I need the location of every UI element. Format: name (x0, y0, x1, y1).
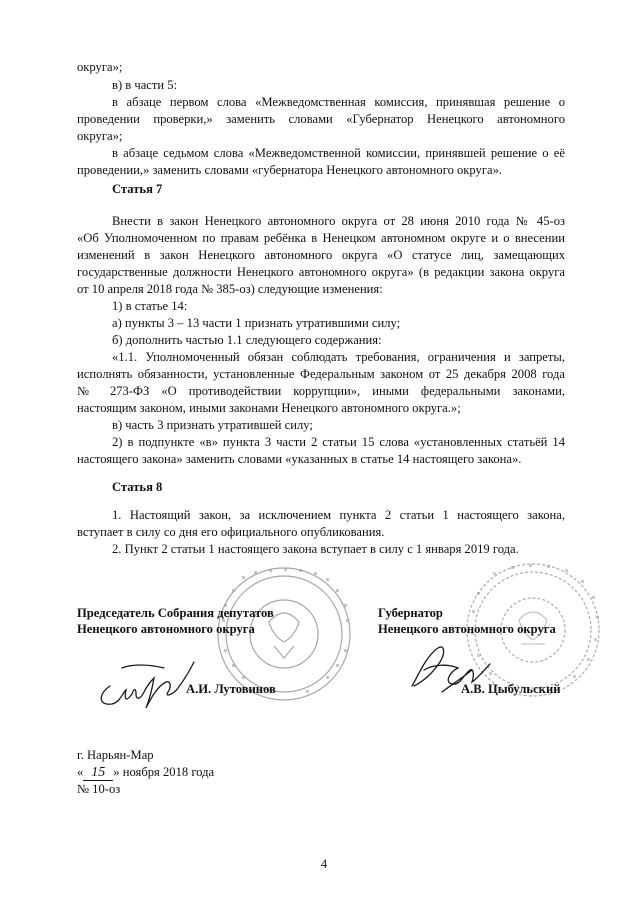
place-of-signing: г. Нарьян-Мар (77, 748, 154, 762)
line-okruga: округа»; (77, 60, 123, 74)
article-8-p2: 2. Пункт 2 статьи 1 настоящего закона вступает в силу с 1 января 2019 года. (112, 542, 519, 556)
left-signatory-title: Председатель Собрания депутатов (77, 606, 274, 620)
item-1c: в) часть 3 признать утратившей силу; (112, 418, 313, 432)
item-v-part5: в) в части 5: (112, 78, 178, 92)
article-8-p1-line: 1. Настоящий закон, за исключением пункта 2 статьи 1 настоящего закона, (112, 508, 565, 522)
item-2-line: 2) в подпункте «в» пункта 3 части 2 статьи 15 слова «установленных статьёй 14 (112, 435, 565, 449)
article-7-intro-line: Внести в закон Ненецкого автономного округа от 28 июня 2010 года № 45-оз (112, 214, 565, 228)
item-1: 1) в статье 14: (112, 299, 188, 313)
article-7-intro-line: «Об Уполномоченном по правам ребёнка в Ненецком автономном округе и о внесении (77, 231, 565, 245)
para-line: проведении,» заменить словами «губернатора Ненецкого автономного округа». (77, 163, 503, 177)
para-line: проведении проверки,» заменить словами «Губернатор Ненецкого автономного (77, 112, 565, 126)
right-signatory-title: Ненецкого автономного округа (378, 622, 556, 636)
item-1b: б) дополнить частью 1.1 следующего содержания: (112, 333, 382, 347)
quote-line: № 273-ФЗ «О противодействии коррупции», иными федеральными законами, (77, 384, 565, 398)
article-8-p1-line: вступает в силу со дня его официального опубликования. (77, 525, 385, 539)
item-2-line: настоящего закона» заменить словами «указанных в статье 14 настоящего закона». (77, 452, 522, 466)
date-open-quote: « (77, 765, 84, 779)
right-signatory-name: А.В. Цыбульский (461, 682, 561, 696)
article-7-heading: Статья 7 (112, 182, 163, 196)
page-number: 4 (320, 857, 328, 871)
article-7-intro-line: государственные должности Ненецкого автономного округа» (в редакции закона округа (77, 265, 565, 279)
quote-line: настоящим законом, иными законами Ненецкого автономного округа.»; (77, 401, 461, 415)
article-7-intro-line: от 10 апреля 2018 года № 385-оз) следующие изменения: (77, 282, 383, 296)
signing-date (77, 765, 277, 781)
quote-line: исполнять обязанности, установленные Федеральным законом от 25 декабря 2008 года (77, 367, 565, 381)
article-7-intro-line: изменений в закон Ненецкого автономного округа «О статусе лиц, замещающих (77, 248, 565, 262)
law-number: № 10-оз (77, 782, 121, 796)
para-line: в абзаце седьмом слова «Межведомственной комиссии, принявшей решение о её (112, 146, 565, 160)
right-signatory-title: Губернатор (378, 606, 443, 620)
para-line: в абзаце первом слова «Межведомственная комиссия, принявшая решение о (112, 95, 565, 109)
quote-line: «1.1. Уполномоченный обязан соблюдать требования, ограничения и запреты, (112, 350, 565, 364)
date-day-handwritten: 15 (83, 765, 113, 781)
article-8-heading: Статья 8 (112, 480, 163, 494)
date-month-year: » ноября 2018 года (113, 765, 215, 779)
item-1a: а) пункты 3 – 13 части 1 признать утратившими силу; (112, 316, 401, 330)
left-signatory-title: Ненецкого автономного округа (77, 622, 255, 636)
left-signatory-name: А.И. Лутовинов (186, 682, 276, 696)
para-line: округа»; (77, 129, 123, 143)
